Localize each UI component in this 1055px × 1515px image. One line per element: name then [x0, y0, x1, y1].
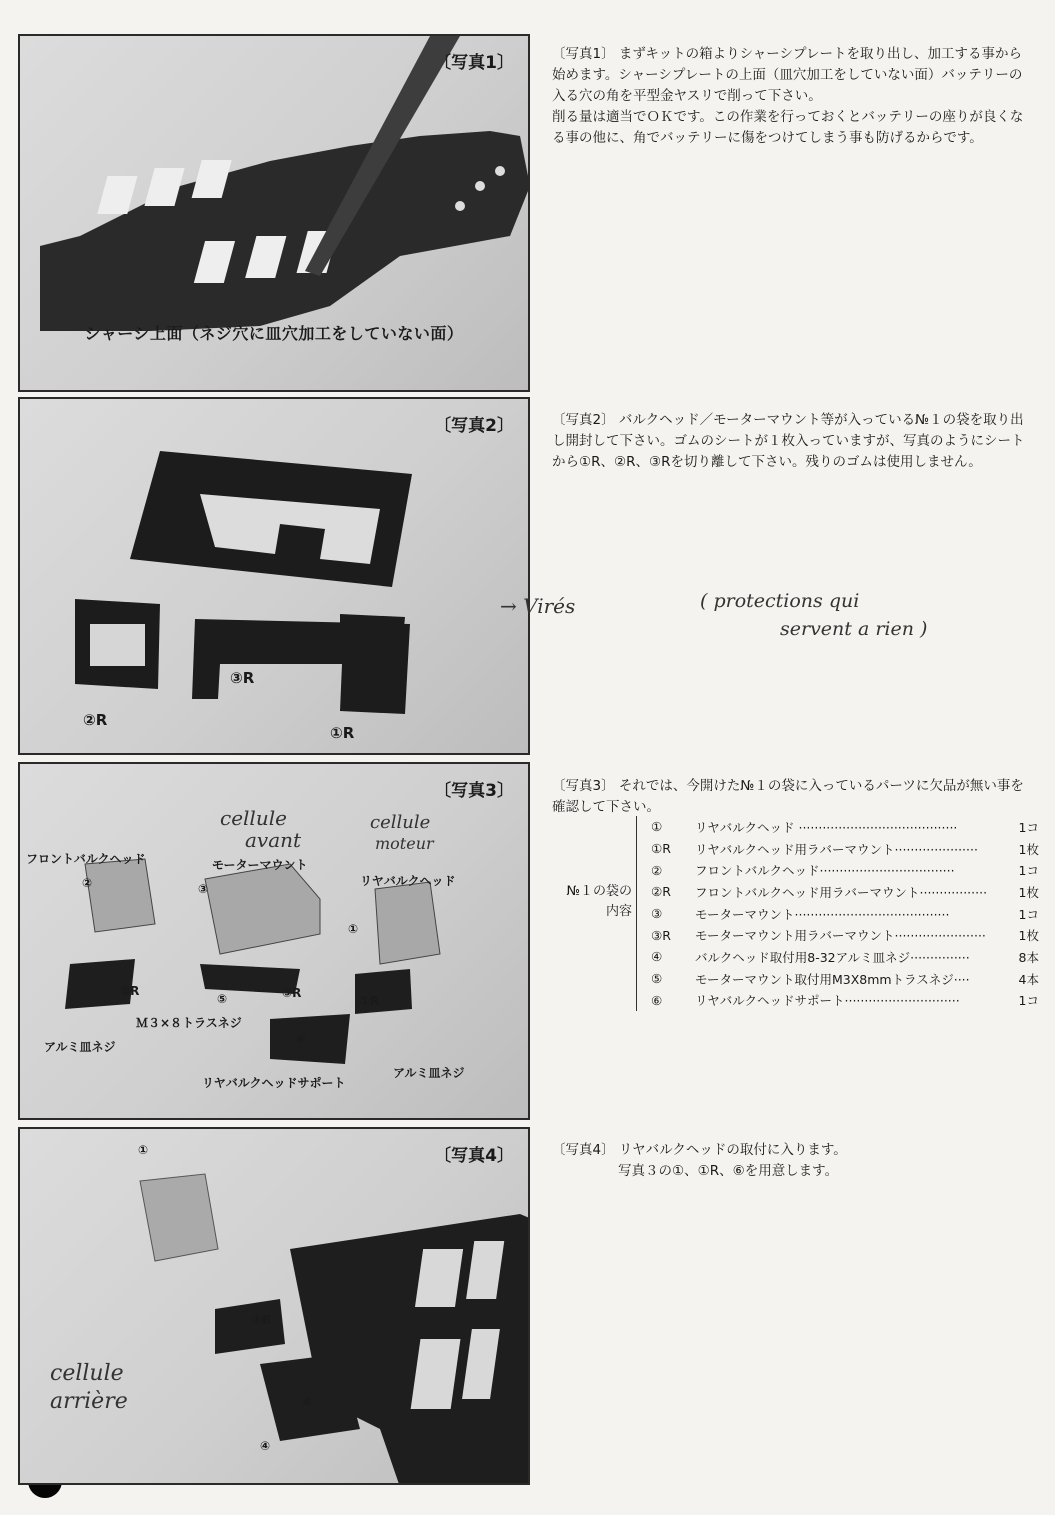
photo-2-tag: 〔写真2〕 — [434, 416, 514, 436]
photo-2-text — [552, 410, 1032, 473]
part-qty: 1コ — [1018, 993, 1039, 1009]
parts-row — [643, 946, 1039, 968]
bag-label-line-1: №１の袋の — [566, 884, 632, 899]
bag-label-line-2: 内容 — [605, 904, 632, 919]
label-2r: ②R — [120, 984, 140, 998]
part-num: ⑤ — [651, 971, 663, 987]
part-qty: 1コ — [1018, 819, 1039, 835]
photo-1-tag: 〔写真1〕 — [434, 53, 514, 73]
rear-bulkhead-assembly-illustration — [20, 1129, 530, 1485]
part-name: モーターマウント取付用M3X8mmトラスネジ···· — [695, 971, 970, 987]
part-qty: 1枚 — [1018, 884, 1039, 900]
parts-row — [643, 838, 1039, 860]
part-name: リヤバルクヘッドサポート····························· — [695, 993, 960, 1009]
part-num: ② — [651, 862, 663, 878]
label-6: ⑥ — [302, 1395, 313, 1409]
label-1r: ①R — [252, 1313, 272, 1327]
handwritten-cellule-moteur-1: cellule — [370, 812, 431, 833]
label-3r: ③R — [282, 986, 302, 1000]
part-name: フロントバルクヘッド·································· — [695, 863, 955, 879]
label-3r: ③R — [230, 669, 255, 687]
handwritten-cellule-arriere-2: arrière — [50, 1389, 128, 1414]
photo-3-paragraph: 〔写真3〕 それでは、今開けた№１の袋に入っているパーツに欠品が無い事を確認して下さい。 — [552, 778, 1024, 815]
label-front-bulkhead: フロントバルクヘッド — [26, 852, 146, 866]
label-rear-support: リヤバルクヘッドサポート — [202, 1076, 346, 1090]
label-n1: ① — [348, 922, 359, 936]
photo-3-panel — [18, 762, 530, 1120]
label-6: ⑥ — [296, 1032, 307, 1046]
parts-row — [643, 903, 1039, 925]
part-num: ④ — [651, 949, 663, 965]
parts-row — [643, 990, 1039, 1012]
handwritten-cellule-avant-1: cellule — [220, 806, 287, 830]
part-qty: 1コ — [1018, 863, 1039, 879]
parts-list — [636, 816, 1039, 1011]
part-qty: 8本 — [1018, 949, 1039, 965]
part-num: ①R — [651, 841, 671, 857]
part-num: ① — [651, 819, 663, 835]
photo-1-caption: シャーシ上面（ネジ穴に皿穴加工をしていない面） — [84, 324, 464, 343]
parts-row — [643, 881, 1039, 903]
label-alu-screw-right: アルミ皿ネジ — [393, 1066, 465, 1080]
part-name: リヤバルクヘッド用ラバーマウント····················· — [695, 841, 978, 857]
photo-4-panel — [18, 1127, 530, 1485]
part-num: ③ — [651, 906, 663, 922]
part-num: ③R — [651, 927, 671, 943]
handwritten-cellule-avant-2: avant — [245, 828, 302, 852]
part-num: ⑥ — [651, 992, 663, 1008]
part-name: モーターマウント······································· — [695, 906, 950, 922]
photo-4-paragraph-2: 写真３の①、①R、⑥を用意します。 — [618, 1163, 839, 1179]
part-num: ②R — [651, 884, 671, 900]
label-m3-screw: Ｍ３×８トラスネジ — [136, 1016, 242, 1030]
part-name: リヤバルクヘッド ········································ — [695, 819, 958, 835]
label-motor-mount: モーターマウント — [212, 858, 308, 872]
label-5: ⑤ — [217, 992, 228, 1006]
label-n2: ② — [82, 876, 93, 890]
photo-3-tag: 〔写真3〕 — [434, 781, 514, 801]
part-qty: 4本 — [1018, 971, 1039, 987]
part-name: バルクヘッド取付用8-32アルミ皿ネジ··············· — [695, 949, 970, 965]
handwritten-cellule-moteur-2: moteur — [375, 834, 434, 853]
label-2r: ②R — [83, 711, 108, 729]
bag-contents-label — [548, 882, 632, 922]
photo-1-text — [552, 44, 1032, 149]
parts-row — [643, 968, 1039, 990]
photo-1-panel — [18, 34, 530, 392]
photo-1-paragraph-1: 〔写真1〕 まずキットの箱よりシャーシプレートを取り出し、加工する事から始めます。シャーシプレートの上面（皿穴加工をしていない面）バッテリーの入る穴の角を平型金ヤスリで削って下さい。 — [552, 46, 1023, 104]
photo-2-panel — [18, 397, 530, 755]
handwritten-protections: ( protections qui — [700, 590, 860, 612]
label-rear-bulkhead: リヤバルクヘッド — [360, 874, 456, 888]
rubber-sheet-illustration — [20, 399, 530, 755]
photo-2-paragraph: 〔写真2〕 バルクヘッド／モーターマウント等が入っている№１の袋を取り出し開封して下さい。ゴムのシートが１枚入っていますが、写真のようにシートから①R、②R、③Rを切り離して下さい。残りのゴムは使用しません。 — [552, 412, 1025, 470]
photo-4-tag: 〔写真4〕 — [434, 1146, 514, 1166]
parts-row — [643, 816, 1039, 838]
part-qty: 1コ — [1018, 906, 1039, 922]
part-qty: 1枚 — [1018, 841, 1039, 857]
photo-4-paragraph-1: 〔写真4〕 リヤバルクヘッドの取付に入ります。 — [552, 1142, 847, 1158]
label-1r: ①R — [360, 994, 380, 1008]
label-1r: ①R — [330, 724, 355, 742]
handwritten-servent: servent a rien ) — [780, 618, 928, 640]
part-qty: 1枚 — [1018, 928, 1039, 944]
part-name: モーターマウント用ラバーマウント······················· — [695, 928, 986, 944]
handwritten-vires: → Virés — [500, 594, 576, 618]
label-4: ④ — [260, 1439, 271, 1453]
parts-row — [643, 859, 1039, 881]
part-name: フロントバルクヘッド用ラバーマウント················· — [695, 884, 988, 900]
photo-1-paragraph-2: 削る量は適当でＯＫです。この作業を行っておくとバッテリーの座りが良くなる事の他に、角でバッテリーに傷をつけてしまう事も防げるからです。 — [552, 109, 1024, 146]
photo-3-text — [552, 776, 1032, 818]
parts-row — [643, 924, 1039, 946]
label-n1: ① — [138, 1143, 149, 1157]
handwritten-cellule-arriere-1: cellule — [50, 1361, 124, 1386]
label-n3: ③ — [198, 882, 209, 896]
photo-4-text — [552, 1140, 1032, 1182]
label-alu-screw-left: アルミ皿ネジ — [44, 1040, 116, 1054]
